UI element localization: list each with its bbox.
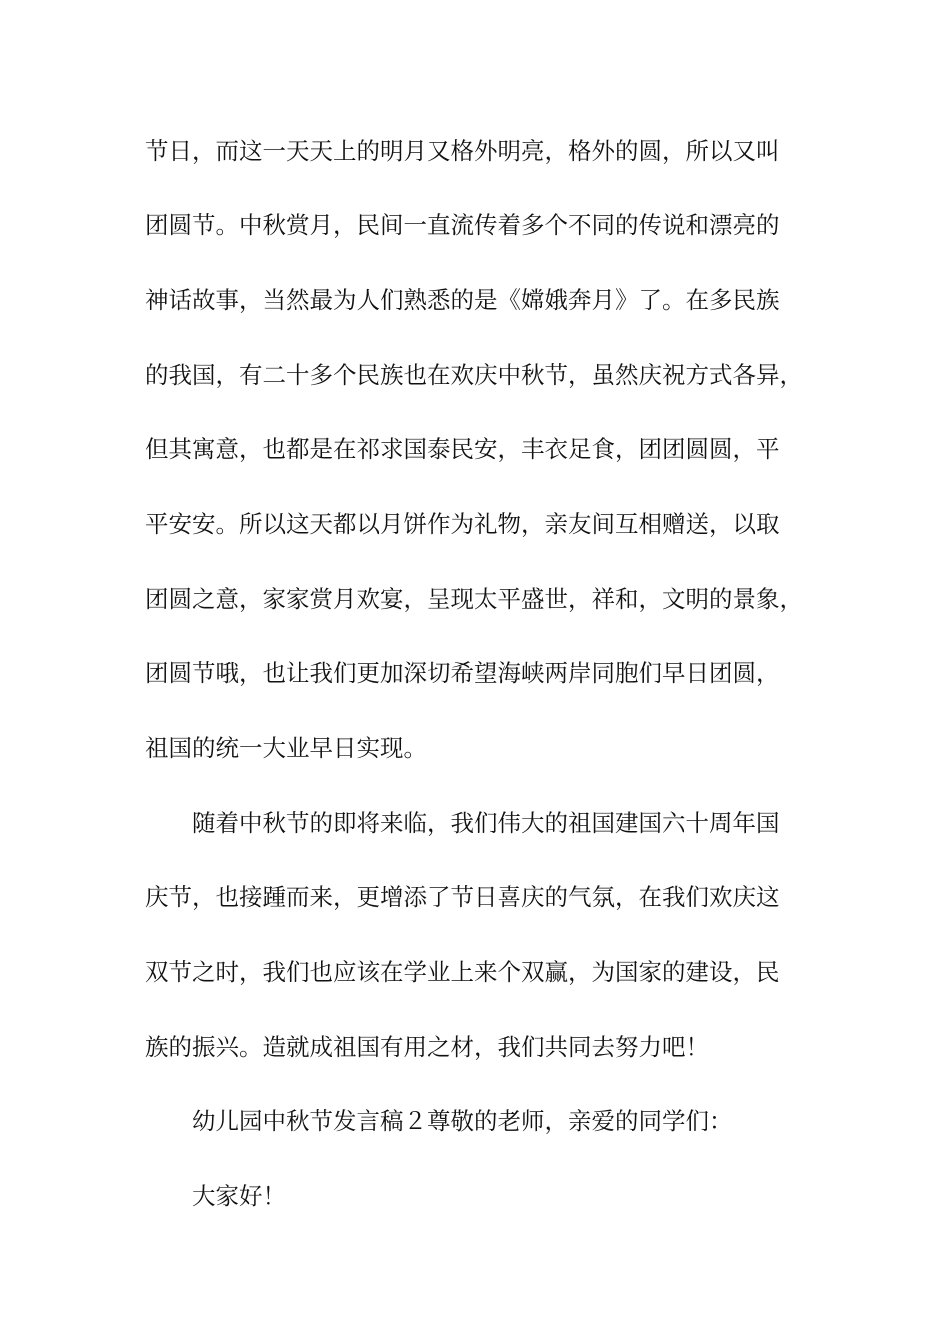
- paragraph-line: 族的振兴。造就成祖国有用之材，我们共同去努力吧！: [145, 1033, 709, 1061]
- paragraph-line: 团圆之意，家家赏月欢宴，呈现太平盛世，祥和，文明的景象，: [145, 585, 803, 613]
- paragraph-line: 团圆节哦，也让我们更加深切希望海峡两岸同胞们早日团圆，: [145, 659, 780, 687]
- paragraph-line: 庆节，也接踵而来，更增添了节日喜庆的气氛，在我们欢庆这: [145, 883, 780, 911]
- paragraph-line: 但其寓意，也都是在祁求国泰民安，丰衣足食，团团圆圆，平: [145, 435, 780, 463]
- paragraph-line: 随着中秋节的即将来临，我们伟大的祖国建国六十周年国: [192, 809, 780, 837]
- paragraph-line: 双节之时，我们也应该在学业上来个双赢，为国家的建设，民: [145, 958, 780, 986]
- paragraph-line: 祖国的统一大业早日实现。: [145, 734, 427, 762]
- paragraph-line: 神话故事，当然最为人们熟悉的是《嫦娥奔月》了。在多民族: [145, 286, 780, 314]
- paragraph-line: 节日，而这一天天上的明月又格外明亮，格外的圆，所以又叫: [145, 137, 780, 165]
- paragraph-line: 团圆节。中秋赏月，民间一直流传着多个不同的传说和漂亮的: [145, 211, 780, 239]
- paragraph-line: 大家好！: [192, 1182, 286, 1210]
- paragraph-line: 幼儿园中秋节发言稿２尊敬的老师，亲爱的同学们：: [192, 1107, 733, 1135]
- paragraph-line: 的我国，有二十多个民族也在欢庆中秋节，虽然庆祝方式各异，: [145, 361, 803, 389]
- paragraph-line: 平安安。所以这天都以月饼作为礼物，亲友间互相赠送，以取: [145, 510, 780, 538]
